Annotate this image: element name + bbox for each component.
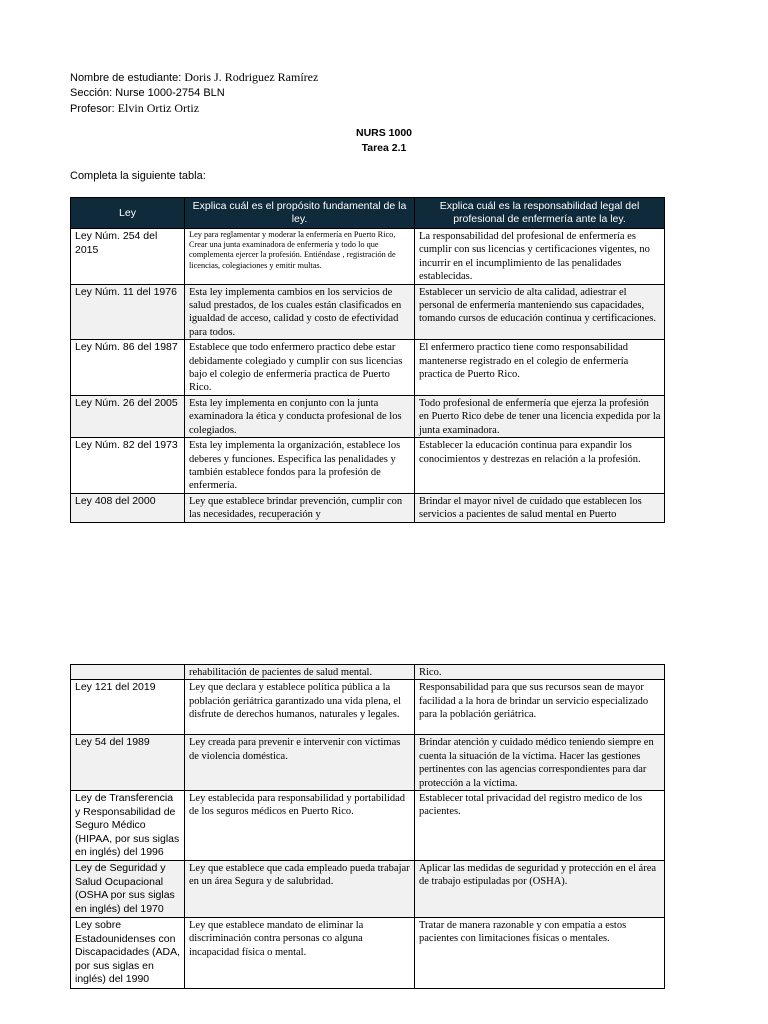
header-law: Ley — [71, 198, 185, 229]
table-row — [71, 395, 665, 437]
purpose-cell: rehabilitación de pacientes de salud mental. — [185, 665, 415, 680]
law-cell: Ley Núm. 86 del 1987 — [71, 340, 185, 396]
responsibility-cell: Establecer un servicio de alta calidad, adiestrar el personal de enfermería manteniendo sus capacidades, tomando cursos de educación continua y certificaciones. — [415, 284, 665, 340]
table-row — [71, 665, 665, 680]
professor-label: Profesor: — [70, 103, 115, 115]
assignment-title: Tarea 2.1 — [361, 142, 407, 154]
responsibility-cell: Todo profesional de enfermería que ejerza la profesión en Puerto Rico debe de tener una licencia expedida por la junta examinadora. — [415, 395, 665, 437]
student-line — [70, 70, 318, 86]
responsibility-cell: Establecer total privacidad del registro medico de los pacientes. — [415, 791, 665, 861]
table-row — [71, 229, 665, 285]
course-title: NURS 1000 — [355, 127, 413, 139]
table-row — [71, 680, 665, 735]
table-row — [71, 284, 665, 340]
purpose-cell: Ley que establece que cada empleado pueda trabajar en un área Segura y de salubridad. — [185, 861, 415, 918]
purpose-cell: Esta ley implementa en conjunto con la junta examinadora la ética y conducta profesional de los colegiados. — [185, 395, 415, 437]
law-cell: Ley 121 del 2019 — [71, 680, 185, 735]
law-cell: Ley Núm. 82 del 1973 — [71, 438, 185, 494]
responsibility-cell: El enfermero practico tiene como responsabilidad mantenerse registrado en el colegio de enfermería practica de Puerto Rico. — [415, 340, 665, 396]
purpose-cell: Ley establecida para responsabilidad y portabilidad de los seguros médicos en Puerto Rico. — [185, 791, 415, 861]
law-cell: Ley 54 del 1989 — [71, 735, 185, 791]
professor-name: Elvin Ortiz Ortiz — [117, 101, 200, 115]
purpose-cell: Ley para reglamentar y moderar la enfermería en Puerto Rico, Crear una junta examinadora de enfermería y todo lo que complementa ejercer la profesión. Entiéndase , registración de licencias, colegiaciones y emitir multas. — [185, 229, 415, 285]
section-line — [70, 86, 318, 101]
responsibility-cell: Brindar el mayor nivel de cuidado que establecen los servicios a pacientes de salud mental en Puerto — [415, 493, 665, 522]
table-row — [71, 735, 665, 791]
header-purpose: Explica cuál es el propósito fundamental de la ley. — [185, 198, 415, 229]
table-header-row — [71, 198, 665, 229]
law-cell: Ley de Seguridad y Salud Ocupacional (OSHA por sus siglas en inglés) del 1970 — [71, 861, 185, 918]
table-row — [71, 438, 665, 494]
responsibility-cell: La responsabilidad del profesional de enfermería es cumplir con sus licencias y certificaciones vigentes, no incurrir en el incumplimiento de las penalidades establecidas. — [415, 229, 665, 285]
header-responsibility: Explica cuál es la responsabilidad legal del profesional de enfermería ante la ley. — [415, 198, 665, 229]
purpose-cell: Ley que establece brindar prevención, cumplir con las necesidades, recuperación y — [185, 493, 415, 522]
section-value: Nurse 1000-2754 BLN — [115, 87, 225, 99]
student-name: Doris J. Rodriguez Ramírez — [184, 70, 319, 84]
section-label: Sección: — [70, 87, 113, 99]
purpose-cell: Establece que todo enfermero practico debe estar debidamente colegiado y cumplir con sus licencias bajo el colegio de enfermería practica de Puerto Rico. — [185, 340, 415, 396]
law-cell: Ley Núm. 26 del 2005 — [71, 395, 185, 437]
instruction-text: Completa la siguiente tabla: — [70, 170, 206, 182]
table-row — [71, 918, 665, 989]
purpose-cell: Esta ley implementa cambios en los servicios de salud prestados, de los cuales están clasificados en igualdad de acceso, calidad y costo de efectividad para todos. — [185, 284, 415, 340]
responsibility-cell: Tratar de manera razonable y con empatía a estos pacientes con limitaciones físicas o mentales. — [415, 918, 665, 989]
law-cell: Ley 408 del 2000 — [71, 493, 185, 522]
purpose-cell: Esta ley implementa la organización, establece los deberes y funciones. Especifica las penalidades y también establece fondos para la profesión de enfermería. — [185, 438, 415, 494]
table-row — [71, 493, 665, 522]
responsibility-cell: Brindar atención y cuidado médico teniendo siempre en cuenta la situación de la víctima. Hacer las gestiones pertinentes con las agencias correspondientes para dar protección a la víctima. — [415, 735, 665, 791]
responsibility-cell: Rico. — [415, 665, 665, 680]
responsibility-cell: Aplicar las medidas de seguridad y protección en el área de trabajo estipuladas por (OSHA). — [415, 861, 665, 918]
professor-line — [70, 101, 318, 117]
law-cell: Ley Núm. 11 del 1976 — [71, 284, 185, 340]
purpose-cell: Ley que declara y establece política pública a la población geriátrica garantizado una vida plena, el disfrute de derechos humanos, naturales y legales. — [185, 680, 415, 735]
responsibility-cell: Establecer la educación continua para expandir los conocimientos y destrezas en relación a la profesión. — [415, 438, 665, 494]
student-header — [70, 70, 318, 117]
laws-table — [70, 197, 665, 523]
law-cell — [71, 665, 185, 680]
purpose-cell: Ley que establece mandato de eliminar la discriminación contra personas co alguna incapacidad física o mental. — [185, 918, 415, 989]
law-cell: Ley Núm. 254 del 2015 — [71, 229, 185, 285]
law-cell: Ley sobre Estadounidenses con Discapacidades (ADA, por sus siglas en inglés) del 1990 — [71, 918, 185, 989]
law-cell: Ley de Transferencia y Responsabilidad de Seguro Médico (HIPAA, por sus siglas en inglés) del 1996 — [71, 791, 185, 861]
student-label: Nombre de estudiante: — [70, 72, 182, 84]
table-row — [71, 861, 665, 918]
purpose-cell: Ley creada para prevenir e intervenir con víctimas de violencia doméstica. — [185, 735, 415, 791]
table-row — [71, 791, 665, 861]
responsibility-cell: Responsabilidad para que sus recursos sean de mayor facilidad a la hora de brindar un servicio especializado para la población geriátrica. — [415, 680, 665, 735]
laws-table-continued — [70, 664, 665, 989]
table-row — [71, 340, 665, 396]
